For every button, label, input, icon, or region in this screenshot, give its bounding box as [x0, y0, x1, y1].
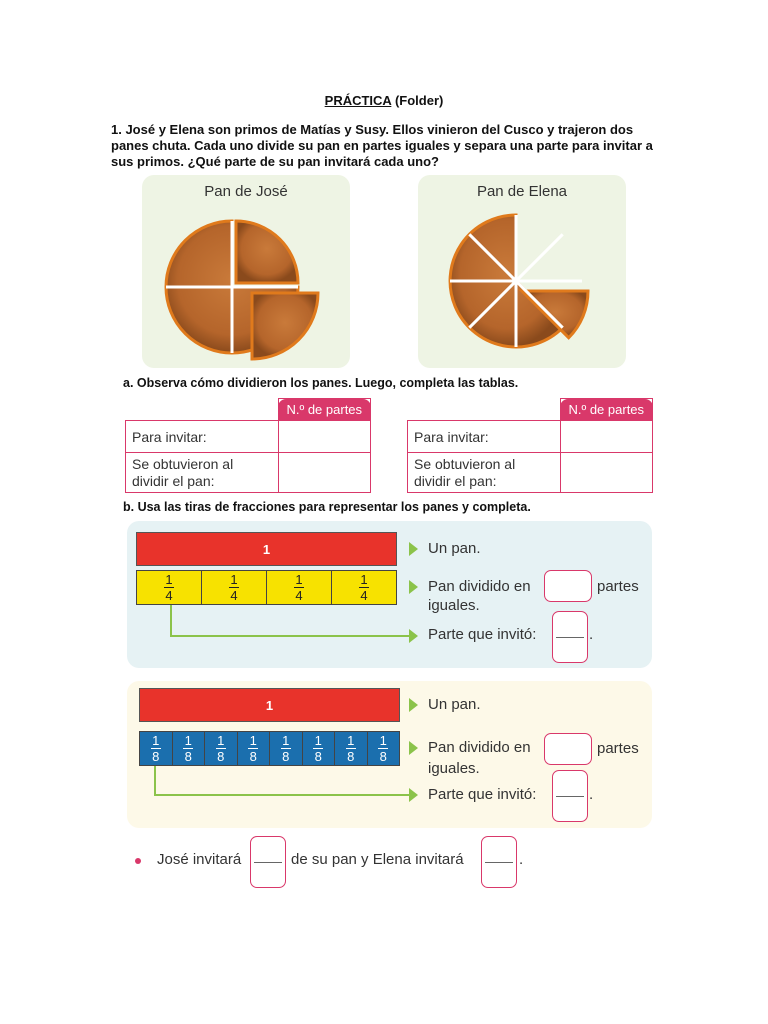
- arrow-triangle-icon: [409, 741, 418, 755]
- table-jose: [125, 398, 371, 493]
- fraction-numerator: 1: [295, 572, 303, 587]
- arrow-triangle-icon: [409, 788, 418, 802]
- fraction-cell: [368, 732, 400, 765]
- label-iguales-1: iguales.: [428, 597, 480, 614]
- label-un-pan-1: Un pan.: [428, 540, 481, 557]
- label-parte-invito-1: Parte que invitó:: [428, 626, 537, 643]
- fraction-cell: [332, 571, 396, 604]
- fraction-cell: [173, 732, 206, 765]
- label-iguales-2: iguales.: [428, 760, 480, 777]
- fraction-cell: [238, 732, 271, 765]
- panel-elena: [418, 175, 626, 368]
- fraction-denominator: 8: [347, 749, 355, 764]
- fraction-denominator: 8: [217, 749, 225, 764]
- table-jose-header: N.º de partes: [278, 399, 371, 421]
- label-partes-1: partes: [597, 578, 639, 595]
- fraction-denominator: 8: [184, 749, 192, 764]
- fraction-numerator: 1: [347, 733, 355, 748]
- connector-line-quarters-h: [170, 635, 410, 637]
- whole-bar-eighths: 1: [139, 688, 400, 722]
- final-fraction-jose[interactable]: [250, 836, 286, 888]
- table-jose-row2-label: Se obtuvieron al dividir el pan:: [126, 453, 279, 493]
- bullet-dot-icon: [135, 858, 141, 864]
- fraction-numerator: 1: [379, 733, 387, 748]
- fraction-denominator: 4: [295, 588, 303, 603]
- fraction-denominator: 4: [230, 588, 238, 603]
- arrow-triangle-icon: [409, 542, 418, 556]
- fraction-cell: [205, 732, 238, 765]
- label-pan-dividido-1: Pan dividido en: [428, 578, 531, 595]
- fraction-numerator: 1: [217, 733, 225, 748]
- eighths-strip: [139, 731, 400, 766]
- bread-elena-illustration: [440, 211, 615, 361]
- fraction-cell: [202, 571, 267, 604]
- final-text-c: .: [519, 851, 524, 868]
- fraction-numerator: 1: [314, 733, 322, 748]
- part-b-instruction: b. Usa las tiras de fracciones para representar los panes y completa.: [123, 500, 531, 514]
- label-parte-invito-2: Parte que invitó:: [428, 786, 537, 803]
- table-elena-row2-label: Se obtuvieron al dividir el pan:: [408, 453, 561, 493]
- final-text-b: de su pan y Elena invitará: [291, 851, 464, 868]
- fraction-cell: [140, 732, 173, 765]
- fraction-input-eighths[interactable]: [552, 770, 588, 822]
- label-un-pan-2: Un pan.: [428, 696, 481, 713]
- fraction-denominator: 8: [379, 749, 387, 764]
- table-elena: [407, 398, 653, 493]
- question-1-text: 1. José y Elena son primos de Matías y Susy. Ellos vinieron del Cusco y trajeron dos panes chuta. Cada uno divide su pan en partes iguales y separa una parte para invitar a sus primos. ¿Qué parte de su pan invitará cada uno?: [111, 122, 653, 169]
- table-elena-header: N.º de partes: [560, 399, 653, 421]
- title-rest: (Folder): [391, 93, 444, 108]
- whole-bar-quarters: 1: [136, 532, 397, 566]
- part-a-instruction: a. Observa cómo dividieron los panes. Luego, completa las tablas.: [123, 376, 519, 390]
- fraction-denominator: 8: [314, 749, 322, 764]
- label-punto-1: .: [589, 626, 594, 643]
- fraction-denominator: 8: [282, 749, 290, 764]
- panel-elena-title: Pan de Elena: [476, 183, 568, 200]
- title-main: PRÁCTICA: [324, 93, 392, 108]
- table-jose-row1-label: Para invitar:: [126, 421, 279, 453]
- final-fraction-elena[interactable]: [481, 836, 517, 888]
- fraction-numerator: 1: [152, 733, 160, 748]
- panel-jose: [142, 175, 350, 368]
- fraction-numerator: 1: [249, 733, 257, 748]
- table-jose-row2-input[interactable]: [278, 453, 371, 493]
- table-elena-row1-input[interactable]: [560, 421, 653, 453]
- panel-jose-title: Pan de José: [204, 183, 288, 200]
- fraction-numerator: 1: [360, 572, 368, 587]
- table-jose-row1-input[interactable]: [278, 421, 371, 453]
- arrow-triangle-icon: [409, 629, 418, 643]
- fraction-numerator: 1: [282, 733, 290, 748]
- final-text-a: José invitará: [157, 851, 242, 868]
- table-elena-row2-input[interactable]: [560, 453, 653, 493]
- input-partes-eighths[interactable]: [544, 733, 592, 765]
- page-title: [0, 93, 768, 108]
- fraction-cell: [303, 732, 336, 765]
- bread-jose-illustration: [162, 213, 337, 363]
- fraction-cell: [335, 732, 368, 765]
- arrow-triangle-icon: [409, 698, 418, 712]
- fraction-denominator: 8: [249, 749, 257, 764]
- fraction-numerator: 1: [230, 572, 238, 587]
- arrow-triangle-icon: [409, 580, 418, 594]
- fraction-denominator: 4: [165, 588, 173, 603]
- fraction-cell: [267, 571, 332, 604]
- label-partes-2: partes: [597, 740, 639, 757]
- quarters-strip: [136, 570, 397, 605]
- label-pan-dividido-2: Pan dividido en: [428, 739, 531, 756]
- connector-line-quarters-v: [170, 605, 172, 636]
- fraction-denominator: 8: [152, 749, 160, 764]
- table-elena-row1-label: Para invitar:: [408, 421, 561, 453]
- label-punto-2: .: [589, 786, 594, 803]
- fraction-numerator: 1: [184, 733, 192, 748]
- fraction-numerator: 1: [165, 572, 173, 587]
- fraction-cell: [137, 571, 202, 604]
- fraction-input-quarters[interactable]: [552, 611, 588, 663]
- connector-line-eighths-v: [154, 766, 156, 795]
- connector-line-eighths-h: [154, 794, 410, 796]
- fraction-cell: [270, 732, 303, 765]
- fraction-denominator: 4: [360, 588, 368, 603]
- input-partes-quarters[interactable]: [544, 570, 592, 602]
